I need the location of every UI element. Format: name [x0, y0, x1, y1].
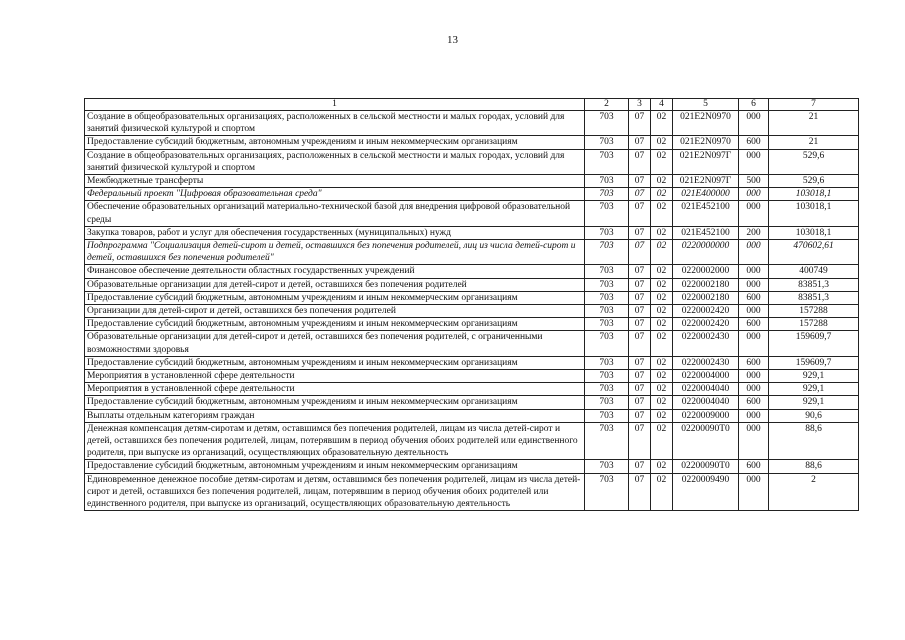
- row-rz-cell: 07: [629, 409, 651, 422]
- table-row: [85, 473, 859, 511]
- row-sum-cell: 470602,61: [769, 240, 859, 265]
- row-name-cell: Предоставление субсидий бюджетным, автономным учреждениям и иным некоммерческим организациям: [85, 291, 585, 304]
- row-rz-cell: 07: [629, 305, 651, 318]
- row-pr-cell: 02: [651, 356, 673, 369]
- row-vr-cell: 000: [739, 331, 769, 356]
- table-row: [85, 460, 859, 473]
- header-col-7: 7: [769, 99, 859, 111]
- row-ved-cell: 703: [585, 278, 629, 291]
- row-ved-cell: 703: [585, 175, 629, 188]
- table-row: [85, 318, 859, 331]
- row-sum-cell: 157288: [769, 305, 859, 318]
- row-vr-cell: 000: [739, 422, 769, 460]
- row-rz-cell: 07: [629, 422, 651, 460]
- row-rz-cell: 07: [629, 149, 651, 174]
- row-ved-cell: 703: [585, 370, 629, 383]
- row-csr-cell: 0220002430: [673, 356, 739, 369]
- row-sum-cell: 90,6: [769, 409, 859, 422]
- row-name-cell: Обеспечение образовательных организаций материально-технической базой для внедрения цифровой образовательной среды: [85, 201, 585, 226]
- table-row: [85, 278, 859, 291]
- table-row: [85, 226, 859, 239]
- row-name-cell: Образовательные организации для детей-сирот и детей, оставшихся без попечения родителей, с ограниченными возможностями здоровья: [85, 331, 585, 356]
- row-rz-cell: 07: [629, 175, 651, 188]
- row-pr-cell: 02: [651, 240, 673, 265]
- row-pr-cell: 02: [651, 370, 673, 383]
- row-pr-cell: 02: [651, 226, 673, 239]
- row-name-cell: Закупка товаров, работ и услуг для обеспечения государственных (муниципальных) нужд: [85, 226, 585, 239]
- header-col-5: 5: [673, 99, 739, 111]
- row-vr-cell: 000: [739, 111, 769, 136]
- row-rz-cell: 07: [629, 111, 651, 136]
- table-row: [85, 370, 859, 383]
- row-pr-cell: 02: [651, 175, 673, 188]
- row-vr-cell: 000: [739, 370, 769, 383]
- table-row: [85, 111, 859, 136]
- row-sum-cell: 159609,7: [769, 331, 859, 356]
- row-pr-cell: 02: [651, 111, 673, 136]
- row-sum-cell: 21: [769, 136, 859, 149]
- table-row: [85, 396, 859, 409]
- row-sum-cell: 529,6: [769, 175, 859, 188]
- row-rz-cell: 07: [629, 240, 651, 265]
- table-row: [85, 188, 859, 201]
- row-csr-cell: 021E2N0970: [673, 111, 739, 136]
- table-row: [85, 409, 859, 422]
- row-ved-cell: 703: [585, 396, 629, 409]
- row-vr-cell: 000: [739, 149, 769, 174]
- row-ved-cell: 703: [585, 136, 629, 149]
- row-rz-cell: 07: [629, 136, 651, 149]
- row-vr-cell: 000: [739, 240, 769, 265]
- table-row: [85, 305, 859, 318]
- row-csr-cell: 0220004000: [673, 370, 739, 383]
- row-name-cell: Федеральный проект "Цифровая образовательная среда": [85, 188, 585, 201]
- row-csr-cell: 021E2N097Г: [673, 149, 739, 174]
- table-row: [85, 240, 859, 265]
- row-vr-cell: 600: [739, 136, 769, 149]
- row-pr-cell: 02: [651, 291, 673, 304]
- row-sum-cell: 103018,1: [769, 188, 859, 201]
- table-row: [85, 201, 859, 226]
- row-csr-cell: 021E452100: [673, 226, 739, 239]
- row-pr-cell: 02: [651, 396, 673, 409]
- row-pr-cell: 02: [651, 305, 673, 318]
- table-row: [85, 149, 859, 174]
- row-pr-cell: 02: [651, 188, 673, 201]
- header-col-4: 4: [651, 99, 673, 111]
- row-vr-cell: 000: [739, 305, 769, 318]
- row-csr-cell: 0220002180: [673, 278, 739, 291]
- row-name-cell: Мероприятия в установленной сфере деятельности: [85, 370, 585, 383]
- row-vr-cell: 000: [739, 409, 769, 422]
- table-row: [85, 291, 859, 304]
- row-vr-cell: 000: [739, 473, 769, 511]
- header-col-6: 6: [739, 99, 769, 111]
- row-sum-cell: 103018,1: [769, 201, 859, 226]
- table-row: [85, 331, 859, 356]
- row-sum-cell: 88,6: [769, 460, 859, 473]
- row-pr-cell: 02: [651, 136, 673, 149]
- row-rz-cell: 07: [629, 460, 651, 473]
- row-rz-cell: 07: [629, 356, 651, 369]
- row-vr-cell: 600: [739, 396, 769, 409]
- row-vr-cell: 600: [739, 460, 769, 473]
- row-rz-cell: 07: [629, 265, 651, 278]
- row-name-cell: Выплаты отдельным категориям граждан: [85, 409, 585, 422]
- row-vr-cell: 000: [739, 265, 769, 278]
- row-ved-cell: 703: [585, 331, 629, 356]
- row-csr-cell: 0220004040: [673, 396, 739, 409]
- row-rz-cell: 07: [629, 473, 651, 511]
- row-rz-cell: 07: [629, 396, 651, 409]
- table-row: [85, 422, 859, 460]
- row-pr-cell: 02: [651, 331, 673, 356]
- table-row: [85, 356, 859, 369]
- row-rz-cell: 07: [629, 291, 651, 304]
- row-sum-cell: 157288: [769, 318, 859, 331]
- page-number: 13: [447, 34, 458, 46]
- row-csr-cell: 02200090Т0: [673, 422, 739, 460]
- row-name-cell: Денежная компенсация детям-сиротам и детям, оставшимся без попечения родителей, лицам из числа детей-сирот и детей, оставшихся без попечения родителей, лицам, потерявшим в период обучения обоих родителей или единственного родителя, при выпуске из организаций, осуществляющих образовательную деятельность: [85, 422, 585, 460]
- row-vr-cell: 000: [739, 188, 769, 201]
- row-ved-cell: 703: [585, 383, 629, 396]
- row-rz-cell: 07: [629, 331, 651, 356]
- row-vr-cell: 600: [739, 318, 769, 331]
- row-ved-cell: 703: [585, 111, 629, 136]
- row-ved-cell: 703: [585, 149, 629, 174]
- row-csr-cell: 0220000000: [673, 240, 739, 265]
- row-rz-cell: 07: [629, 383, 651, 396]
- row-name-cell: Предоставление субсидий бюджетным, автономным учреждениям и иным некоммерческим организациям: [85, 136, 585, 149]
- row-ved-cell: 703: [585, 226, 629, 239]
- table-row: [85, 383, 859, 396]
- row-pr-cell: 02: [651, 318, 673, 331]
- row-csr-cell: 0220002000: [673, 265, 739, 278]
- row-csr-cell: 0220002420: [673, 318, 739, 331]
- row-sum-cell: 2: [769, 473, 859, 511]
- row-rz-cell: 07: [629, 188, 651, 201]
- header-col-1: 1: [85, 99, 585, 111]
- row-rz-cell: 07: [629, 318, 651, 331]
- row-pr-cell: 02: [651, 422, 673, 460]
- table-row: [85, 136, 859, 149]
- row-ved-cell: 703: [585, 409, 629, 422]
- row-rz-cell: 07: [629, 370, 651, 383]
- row-name-cell: Предоставление субсидий бюджетным, автономным учреждениям и иным некоммерческим организациям: [85, 318, 585, 331]
- row-csr-cell: 0220009000: [673, 409, 739, 422]
- row-ved-cell: 703: [585, 460, 629, 473]
- row-ved-cell: 703: [585, 240, 629, 265]
- row-ved-cell: 703: [585, 188, 629, 201]
- row-sum-cell: 929,1: [769, 383, 859, 396]
- row-sum-cell: 83851,3: [769, 278, 859, 291]
- row-csr-cell: 021E2N097Г: [673, 175, 739, 188]
- row-name-cell: Предоставление субсидий бюджетным, автономным учреждениям и иным некоммерческим организациям: [85, 460, 585, 473]
- row-sum-cell: 103018,1: [769, 226, 859, 239]
- table-header-row: [85, 99, 859, 111]
- row-name-cell: Предоставление субсидий бюджетным, автономным учреждениям и иным некоммерческим организациям: [85, 356, 585, 369]
- row-name-cell: Предоставление субсидий бюджетным, автономным учреждениям и иным некоммерческим организациям: [85, 396, 585, 409]
- row-name-cell: Подпрограмма "Социализация детей-сирот и детей, оставшихся без попечения родителей, лиц из числа детей-сирот и детей, оставшихся без попечения родителей": [85, 240, 585, 265]
- row-ved-cell: 703: [585, 318, 629, 331]
- row-csr-cell: 021E452100: [673, 201, 739, 226]
- row-ved-cell: 703: [585, 201, 629, 226]
- row-name-cell: Создание в общеобразовательных организациях, расположенных в сельской местности и малых городах, условий для занятий физической культурой и спортом: [85, 149, 585, 174]
- row-vr-cell: 000: [739, 201, 769, 226]
- row-csr-cell: 0220002420: [673, 305, 739, 318]
- header-col-2: 2: [585, 99, 629, 111]
- row-name-cell: Образовательные организации для детей-сирот и детей, оставшихся без попечения родителей: [85, 278, 585, 291]
- row-name-cell: Единовременное денежное пособие детям-сиротам и детям, оставшимся без попечения родителей, лицам из числа детей-сирот и детей, оставшихся без попечения родителей, лицам, потерявшим в период обучения обоих родителей или единственного родителя, при выпуске из организаций, осуществляющих образовательную деятельность: [85, 473, 585, 511]
- row-csr-cell: 02200090Т0: [673, 460, 739, 473]
- row-ved-cell: 703: [585, 291, 629, 304]
- row-sum-cell: 88,6: [769, 422, 859, 460]
- row-rz-cell: 07: [629, 278, 651, 291]
- row-rz-cell: 07: [629, 201, 651, 226]
- table-row: [85, 175, 859, 188]
- row-sum-cell: 929,1: [769, 370, 859, 383]
- row-csr-cell: 021E2N0970: [673, 136, 739, 149]
- row-sum-cell: 929,1: [769, 396, 859, 409]
- row-sum-cell: 83851,3: [769, 291, 859, 304]
- row-pr-cell: 02: [651, 409, 673, 422]
- row-pr-cell: 02: [651, 383, 673, 396]
- row-name-cell: Создание в общеобразовательных организациях, расположенных в сельской местности и малых городах, условий для занятий физической культурой и спортом: [85, 111, 585, 136]
- row-name-cell: Мероприятия в установленной сфере деятельности: [85, 383, 585, 396]
- row-ved-cell: 703: [585, 356, 629, 369]
- table-body: [85, 111, 859, 511]
- row-name-cell: Финансовое обеспечение деятельности областных государственных учреждений: [85, 265, 585, 278]
- row-vr-cell: 500: [739, 175, 769, 188]
- header-col-3: 3: [629, 99, 651, 111]
- row-pr-cell: 02: [651, 460, 673, 473]
- row-pr-cell: 02: [651, 473, 673, 511]
- row-vr-cell: 600: [739, 356, 769, 369]
- row-ved-cell: 703: [585, 265, 629, 278]
- row-sum-cell: 159609,7: [769, 356, 859, 369]
- row-csr-cell: 021E400000: [673, 188, 739, 201]
- budget-table: [84, 98, 859, 511]
- row-sum-cell: 400749: [769, 265, 859, 278]
- row-ved-cell: 703: [585, 473, 629, 511]
- row-sum-cell: 21: [769, 111, 859, 136]
- row-csr-cell: 0220002180: [673, 291, 739, 304]
- row-name-cell: Межбюджетные трансферты: [85, 175, 585, 188]
- row-pr-cell: 02: [651, 149, 673, 174]
- row-ved-cell: 703: [585, 305, 629, 318]
- row-csr-cell: 0220002430: [673, 331, 739, 356]
- row-rz-cell: 07: [629, 226, 651, 239]
- row-vr-cell: 000: [739, 278, 769, 291]
- row-vr-cell: 600: [739, 291, 769, 304]
- table-row: [85, 265, 859, 278]
- row-pr-cell: 02: [651, 278, 673, 291]
- row-csr-cell: 0220004040: [673, 383, 739, 396]
- row-sum-cell: 529,6: [769, 149, 859, 174]
- row-vr-cell: 000: [739, 383, 769, 396]
- row-name-cell: Организации для детей-сирот и детей, оставшихся без попечения родителей: [85, 305, 585, 318]
- row-ved-cell: 703: [585, 422, 629, 460]
- row-pr-cell: 02: [651, 201, 673, 226]
- row-csr-cell: 0220009490: [673, 473, 739, 511]
- row-pr-cell: 02: [651, 265, 673, 278]
- row-vr-cell: 200: [739, 226, 769, 239]
